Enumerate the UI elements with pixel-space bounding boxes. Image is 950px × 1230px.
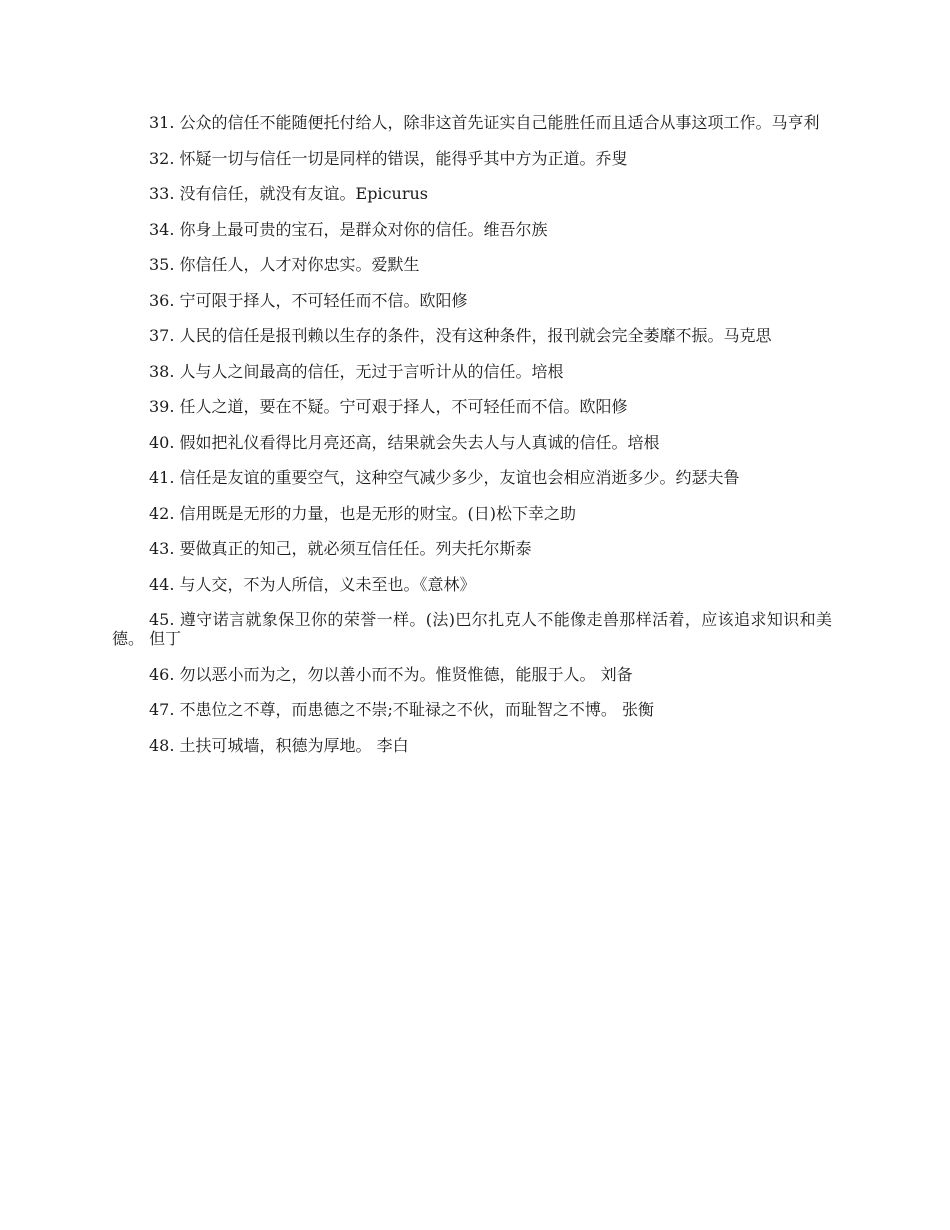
quote-list xyxy=(112,113,832,771)
quote-paragraph: 47. 不患位之不尊，而患德之不崇;不耻禄之不伙，而耻智之不博。 张衡 xyxy=(149,700,655,719)
quote-paragraph: 46. 勿以恶小而为之，勿以善小而不为。惟贤惟德，能服于人。 刘备 xyxy=(149,664,633,684)
quote-paragraph: 43. 要做真正的知己，就必须互信任任。列夫托尔斯泰 xyxy=(149,539,532,558)
quote-paragraph: 39. 任人之道，要在不疑。宁可艰于择人，不可轻任而不信。欧阳修 xyxy=(149,397,628,416)
quote-paragraph: 31. 公众的信任不能随便托付给人，除非这首先证实自己能胜任而且适合从事这项工作。马亨利 xyxy=(149,113,820,132)
quote-paragraph: 37. 人民的信任是报刊赖以生存的条件，没有这种条件，报刊就会完全萎靡不振。马克思 xyxy=(149,326,772,345)
quote-paragraph: 48. 土扶可城墙，积德为厚地。 李白 xyxy=(149,735,409,755)
quote-paragraph: 36. 宁可限于择人，不可轻任而不信。欧阳修 xyxy=(149,290,468,310)
quote-paragraph: 42. 信用既是无形的力量，也是无形的财宝。(日)松下幸之助 xyxy=(149,503,577,523)
quote-paragraph: 45. 遵守诺言就象保卫你的荣誉一样。(法)巴尔扎克人不能像走兽那样活着，应该追求知识和美德。 但丁 xyxy=(112,610,832,648)
quote-paragraph: 35. 你信任人，人才对你忠实。爱默生 xyxy=(149,255,420,274)
quote-paragraph: 34. 你身上最可贵的宝石，是群众对你的信任。维吾尔族 xyxy=(149,219,548,239)
quote-paragraph: 32. 怀疑一切与信任一切是同样的错误，能得乎其中方为正道。乔叟 xyxy=(149,148,628,168)
quote-paragraph: 41. 信任是友谊的重要空气，这种空气减少多少，友谊也会相应消逝多少。约瑟夫鲁 xyxy=(149,468,740,487)
quote-paragraph: 40. 假如把礼仪看得比月亮还高，结果就会失去人与人真诚的信任。培根 xyxy=(149,432,660,452)
quote-paragraph: 33. 没有信任，就没有友谊。Epicurus xyxy=(149,184,429,203)
quote-paragraph: 44. 与人交，不为人所信，义未至也。《意林》 xyxy=(149,574,476,594)
quote-paragraph: 38. 人与人之间最高的信任，无过于言听计从的信任。培根 xyxy=(149,361,564,381)
